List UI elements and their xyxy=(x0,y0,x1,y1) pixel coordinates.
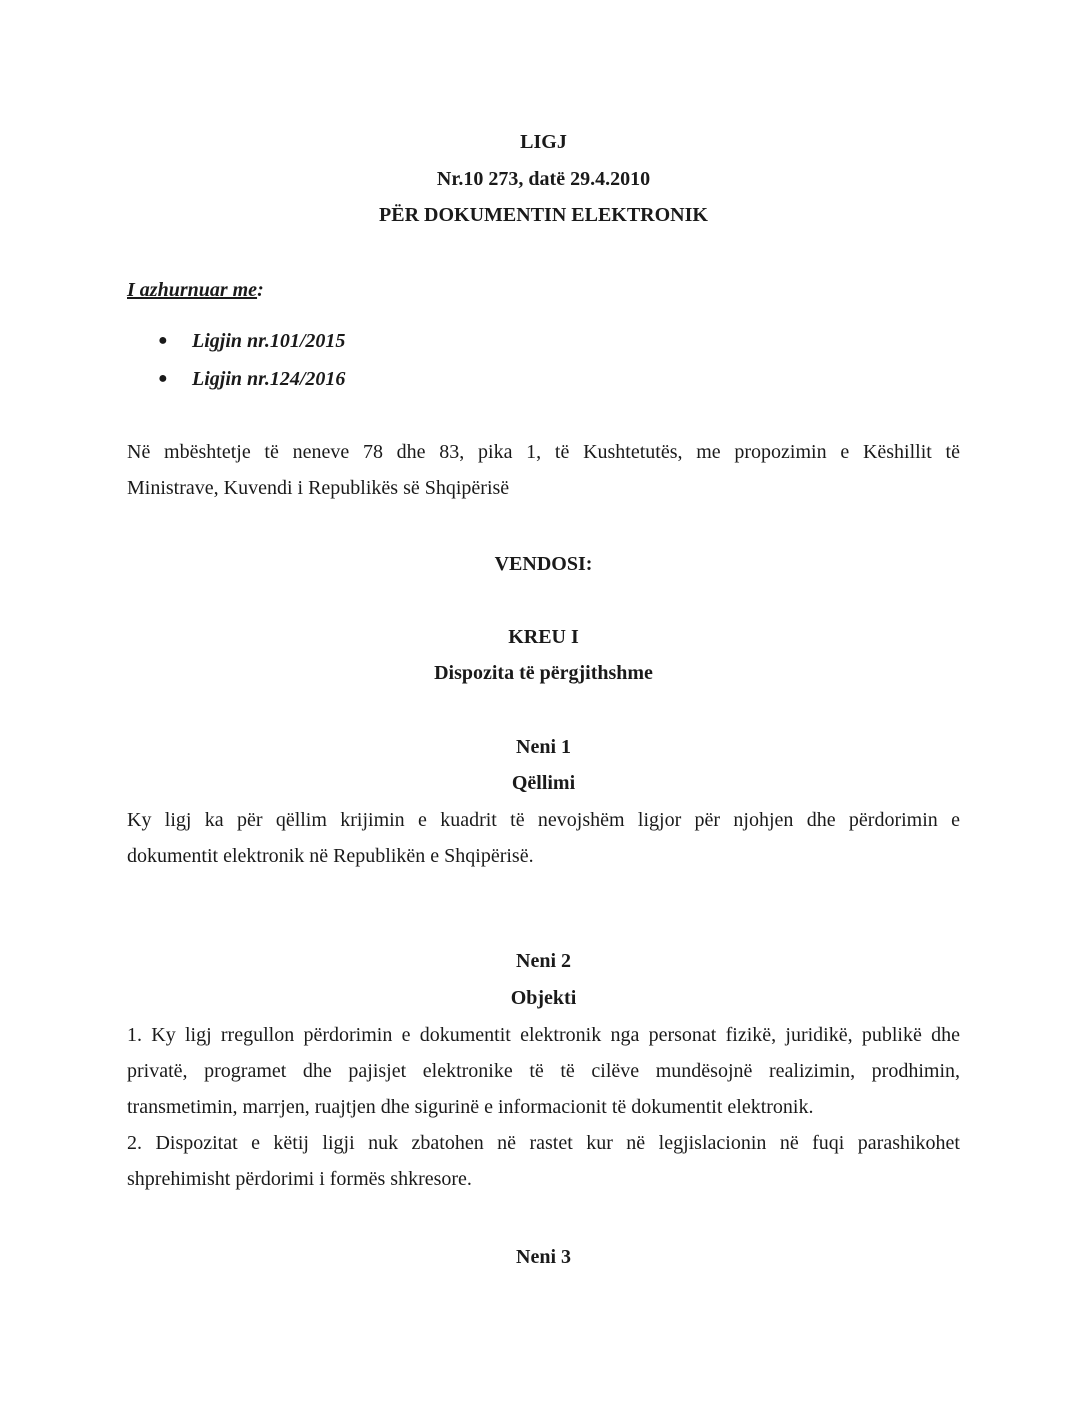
article-1-line: dokumentit elektronik në Republikën e Shqipërisë. xyxy=(127,845,534,867)
preamble-line: Ministrave, Kuvendi i Republikës së Shqipërisë xyxy=(127,477,510,499)
amendments-label xyxy=(127,278,264,302)
preamble-line: Në mbështetje të neneve 78 dhe 83, pika 1, të Kushtetutës, me propozimin e Këshillit të xyxy=(127,441,960,463)
law-title: PËR DOKUMENTIN ELEKTRONIK xyxy=(379,204,708,226)
law-number-date: Nr.10 273, datë 29.4.2010 xyxy=(436,168,651,190)
article-1-line: Ky ligj ka për qëllim krijimin e kuadrit të nevojshëm ligjor për njohjen dhe përdorimin e xyxy=(127,809,960,831)
article-2-title: Objekti xyxy=(510,987,577,1009)
amendment-item xyxy=(158,329,345,353)
amendment-item xyxy=(158,367,345,391)
article-3-number: Neni 3 xyxy=(516,1246,571,1268)
chapter-number: KREU I xyxy=(508,626,579,648)
amendment-item-text: Ligjin nr.101/2015 xyxy=(192,330,346,352)
article-1-title: Qëllimi xyxy=(511,772,576,794)
article-2-line: privatë, programet dhe pajisjet elektronike të të cilëve mundësojnë realizimin, prodhimin, xyxy=(127,1060,960,1082)
preamble-paragraph xyxy=(127,434,960,506)
chapter-title: Dispozita të përgjithshme xyxy=(434,662,653,684)
amendment-item-text: Ligjin nr.124/2016 xyxy=(192,368,346,390)
article-2-number: Neni 2 xyxy=(516,950,571,972)
article-2-line: 2. Dispozitat e këtij ligji nuk zbatohen në rastet kur në legjislacionin në fuqi parashikohet xyxy=(127,1132,960,1154)
article-1-number: Neni 1 xyxy=(516,736,571,758)
decided-heading: VENDOSI: xyxy=(494,553,593,575)
law-type-heading: LIGJ xyxy=(520,131,567,153)
article-2-line: shprehimisht përdorimi i formës shkresore. xyxy=(127,1168,472,1190)
bullet-icon: ● xyxy=(158,370,168,387)
amendments-label-text: I azhurnuar me xyxy=(127,279,258,301)
article-2-line: transmetimin, marrjen, ruajtjen dhe sigurinë e informacionit të dokumentit elektronik. xyxy=(127,1096,814,1118)
amendments-label-colon: : xyxy=(257,279,264,301)
article-2-line: 1. Ky ligj rregullon përdorimin e dokumentit elektronik nga personat fizikë, juridikë, publikë dhe xyxy=(127,1024,960,1046)
bullet-icon: ● xyxy=(158,332,168,349)
article-1-body xyxy=(127,802,960,874)
article-2-body xyxy=(127,1017,960,1197)
